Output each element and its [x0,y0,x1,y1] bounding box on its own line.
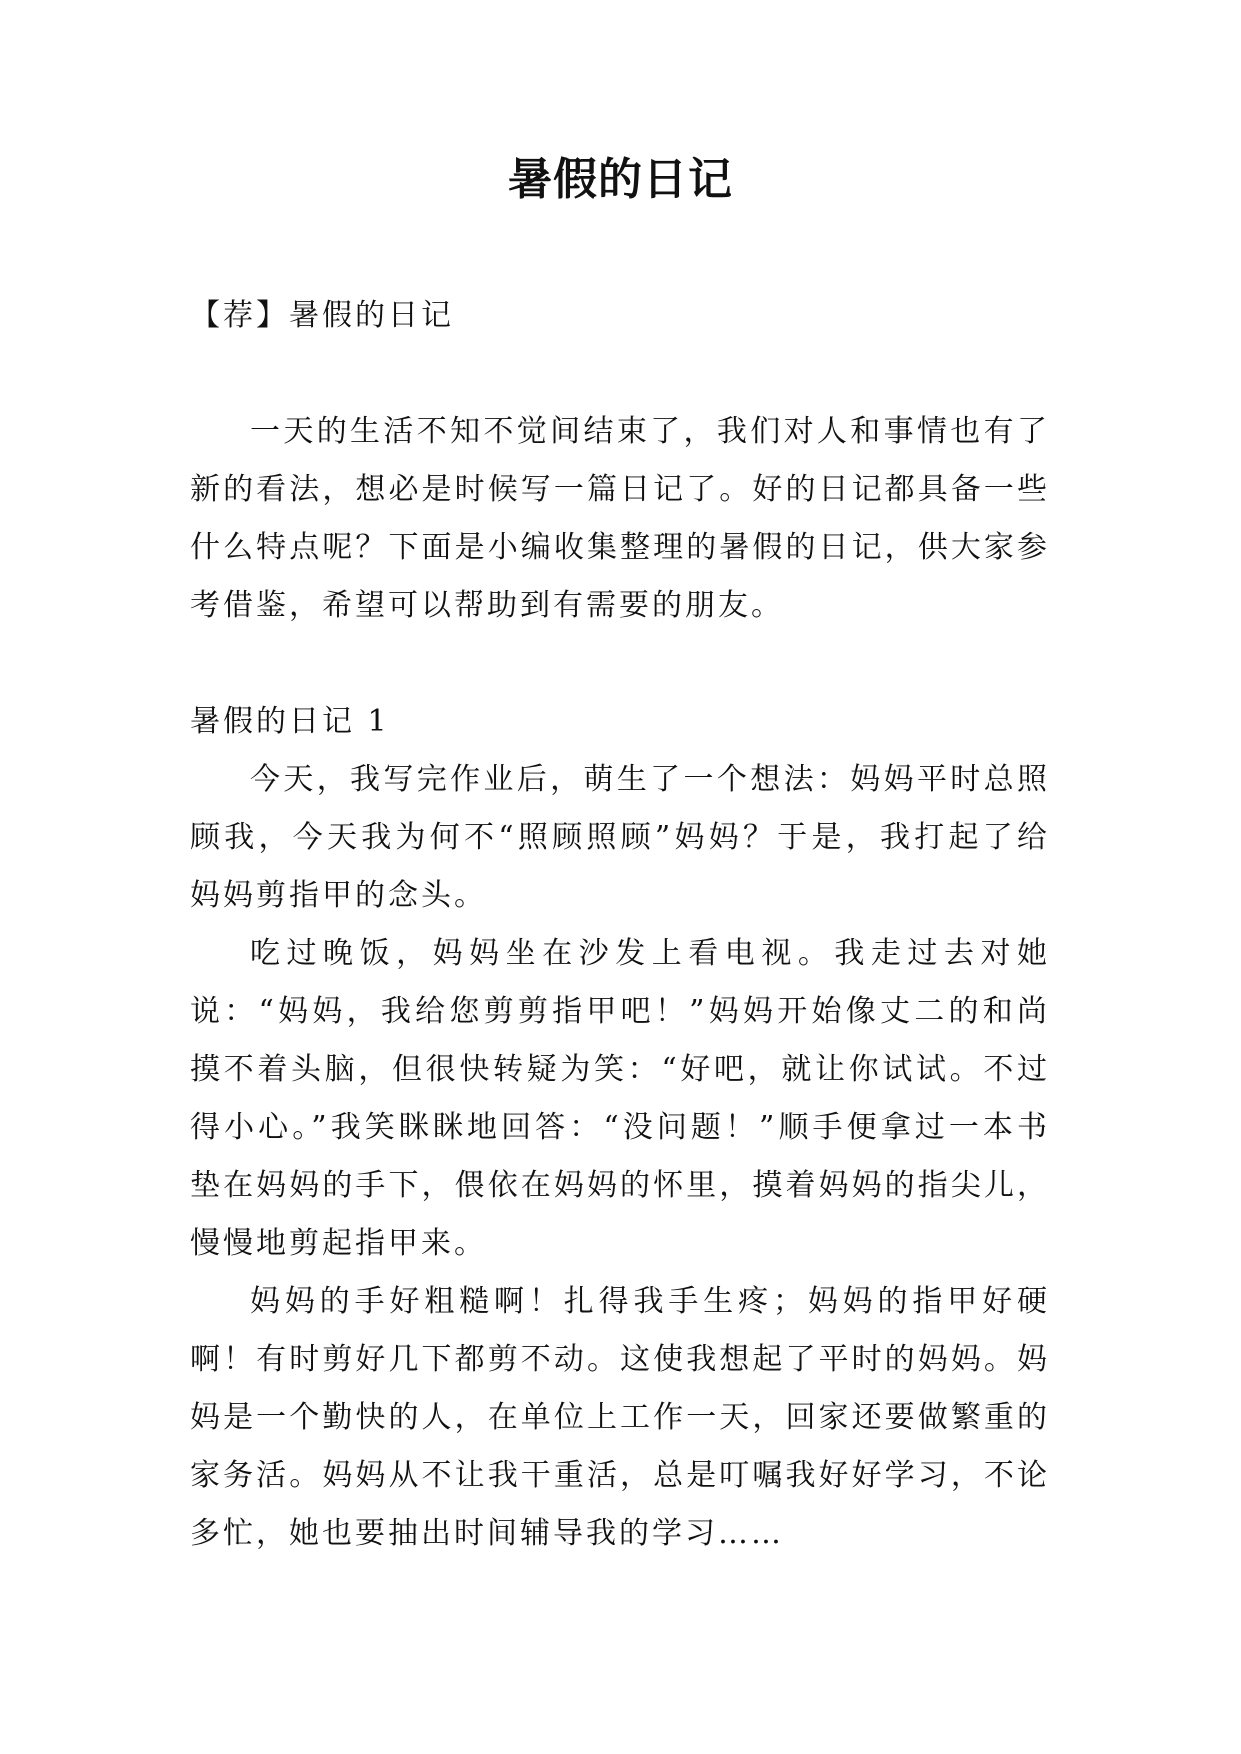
intro-paragraph: 一天的生活不知不觉间结束了，我们对人和事情也有了新的看法，想必是时候写一篇日记了。好的日记都具备一些什么特点呢？下面是小编收集整理的暑假的日记，供大家参考借鉴，希望可以帮助到有需要的朋友。 [190,414,1050,623]
spacer [190,635,1050,693]
document-subtitle: 【荐】暑假的日记 [190,298,454,333]
document-title: 暑假的日记 [508,154,733,205]
body-paragraph-2: 吃过晚饭，妈妈坐在沙发上看电视。我走过去对她说：“妈妈，我给您剪剪指甲吧！”妈妈开始像丈二的和尚摸不着头脑，但很快转疑为笑：“好吧，就让你试试。不过得小心。”我笑眯眯地回答：“没问题！”顺手便拿过一本书垫在妈妈的手下，偎依在妈妈的怀里，摸着妈妈的指尖儿，慢慢地剪起指甲来。 [190,936,1050,1261]
document-body [190,287,1050,1563]
spacer [190,345,1050,403]
body-paragraph-1: 今天，我写完作业后，萌生了一个想法：妈妈平时总照顾我，今天我为何不“照顾照顾”妈妈？于是，我打起了给妈妈剪指甲的念头。 [190,762,1050,913]
section-heading: 暑假的日记 1 [190,704,390,739]
body-paragraph-3: 妈妈的手好粗糙啊！扎得我手生疼；妈妈的指甲好硬啊！有时剪好几下都剪不动。这使我想起了平时的妈妈。妈妈是一个勤快的人，在单位上工作一天，回家还要做繁重的家务活。妈妈从不让我干重活，总是叮嘱我好好学习，不论多忙，她也要抽出时间辅导我的学习…… [190,1284,1050,1551]
